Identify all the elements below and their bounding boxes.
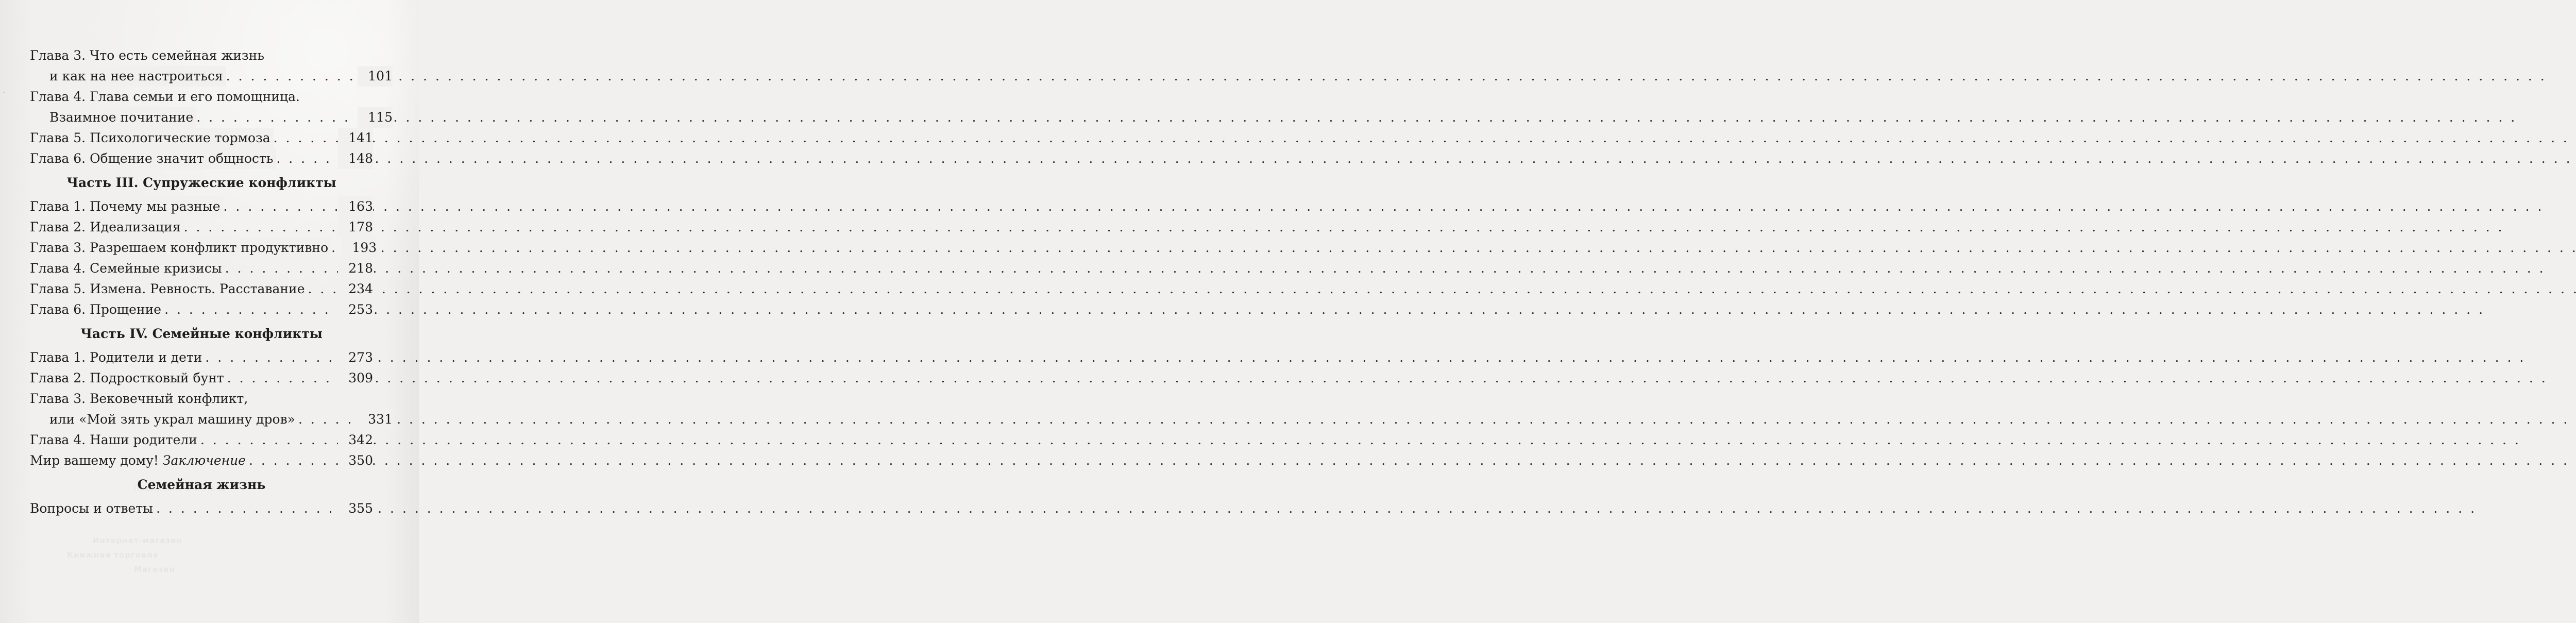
dot-leader xyxy=(205,347,338,368)
toc-entry-chapter-5 xyxy=(30,128,373,148)
dot-leader xyxy=(298,409,358,430)
paper-mark xyxy=(4,92,5,93)
dot-leader xyxy=(224,196,338,217)
toc-entry-title: Глава 1. Почему мы разные xyxy=(30,196,224,217)
dot-leader xyxy=(196,107,358,128)
table-of-contents xyxy=(30,45,393,519)
toc-entry-title: Глава 1. Родители и дети xyxy=(30,347,205,368)
toc-entry-title: Глава 4. Наши родители xyxy=(30,430,200,450)
family-section-heading: Семейная жизнь xyxy=(137,477,266,492)
toc-entry-title: Глава 6. Прощение xyxy=(30,299,164,320)
toc-entry-title: Вопросы и ответы xyxy=(30,498,156,519)
dot-leader xyxy=(331,238,342,258)
conclusion-italic-text: Заключение xyxy=(162,453,246,468)
toc-page-number: 115 xyxy=(358,107,393,128)
dot-leader xyxy=(156,498,338,519)
toc-page-number: 273 xyxy=(338,347,373,368)
dot-leader xyxy=(226,66,358,87)
dot-leader xyxy=(249,450,338,471)
dot-leader xyxy=(227,368,338,389)
toc-page-number: 193 xyxy=(342,238,377,258)
toc-page-number: 350 xyxy=(338,450,373,471)
toc-page-number: 163 xyxy=(338,196,373,217)
toc-page-number: 253 xyxy=(338,299,373,320)
toc-entry-title xyxy=(30,450,249,471)
toc-entry-chapter-4 xyxy=(30,87,393,128)
toc-page-number: 309 xyxy=(338,368,373,389)
toc-entry-title: Глава 5. Психологические тормоза xyxy=(30,128,274,148)
toc-page-number: 101 xyxy=(358,66,393,87)
toc-entry xyxy=(30,498,373,519)
toc-entry-chapter-3 xyxy=(30,45,393,87)
toc-entry xyxy=(30,347,373,368)
toc-entry-title-line-2-row xyxy=(49,409,393,430)
toc-entry-title-line-1: Глава 3. Что есть семейная жизнь xyxy=(30,48,264,63)
toc-page-number: 141 xyxy=(338,128,373,148)
toc-page-number: 218 xyxy=(338,258,373,279)
toc-entry-title: Глава 4. Семейные кризисы xyxy=(30,258,225,279)
toc-entry xyxy=(30,196,373,217)
toc-entry-title-line-1: Глава 4. Глава семьи и его помощница. xyxy=(30,89,300,104)
bleed-through-text xyxy=(67,550,158,560)
dot-leader xyxy=(225,258,338,279)
toc-page-number: 342 xyxy=(338,430,373,450)
toc-entry-chapter-6 xyxy=(30,148,373,169)
toc-page-number: 234 xyxy=(338,279,373,299)
toc-page-number: 178 xyxy=(338,217,373,238)
toc-entry-title: Глава 5. Измена. Ревность. Расставание xyxy=(30,279,308,299)
part-4-heading: Часть IV. Семейные конфликты xyxy=(80,326,323,341)
toc-entry-title-line-2: или «Мой зять украл машину дров» xyxy=(49,409,298,430)
toc-entry-title-line-2-row xyxy=(49,66,393,87)
toc-entry-conclusion xyxy=(30,450,373,471)
toc-page-number: 331 xyxy=(358,409,393,430)
toc-entry xyxy=(30,368,373,389)
dot-leader xyxy=(274,128,338,148)
conclusion-regular-text: Мир вашему дому! xyxy=(30,453,159,468)
toc-entry-two-line xyxy=(30,389,393,430)
toc-entry-title: Глава 6. Общение значит общность xyxy=(30,148,276,169)
bleed-through-text xyxy=(134,565,175,574)
toc-entry xyxy=(30,238,377,258)
toc-entry-title: Глава 3. Разрешаем конфликт продуктивно xyxy=(30,238,331,258)
dot-leader xyxy=(308,279,338,299)
bleed-through-text xyxy=(93,536,182,545)
toc-entry xyxy=(30,217,373,238)
toc-entry-title: Глава 2. Подростковый бунт xyxy=(30,368,227,389)
book-page xyxy=(0,0,419,623)
toc-page-number: 355 xyxy=(338,498,373,519)
toc-entry-title-line-2: и как на нее настроиться xyxy=(49,66,226,87)
toc-page-number: 148 xyxy=(338,148,373,169)
toc-entry xyxy=(30,258,373,279)
dot-leader xyxy=(200,430,338,450)
dot-leader xyxy=(276,148,338,169)
toc-entry-title-line-1: Глава 3. Вековечный конфликт, xyxy=(30,391,248,406)
toc-entry-title-line-2: Взаимное почитание xyxy=(49,107,196,128)
part-3-heading: Часть III. Супружеские конфликты xyxy=(66,175,336,190)
toc-entry xyxy=(30,430,373,450)
toc-entry xyxy=(30,299,373,320)
toc-entry-title-line-2-row xyxy=(49,107,393,128)
toc-entry-title: Глава 2. Идеализация xyxy=(30,217,184,238)
toc-entry xyxy=(30,279,373,299)
dot-leader xyxy=(184,217,338,238)
dot-leader xyxy=(164,299,338,320)
